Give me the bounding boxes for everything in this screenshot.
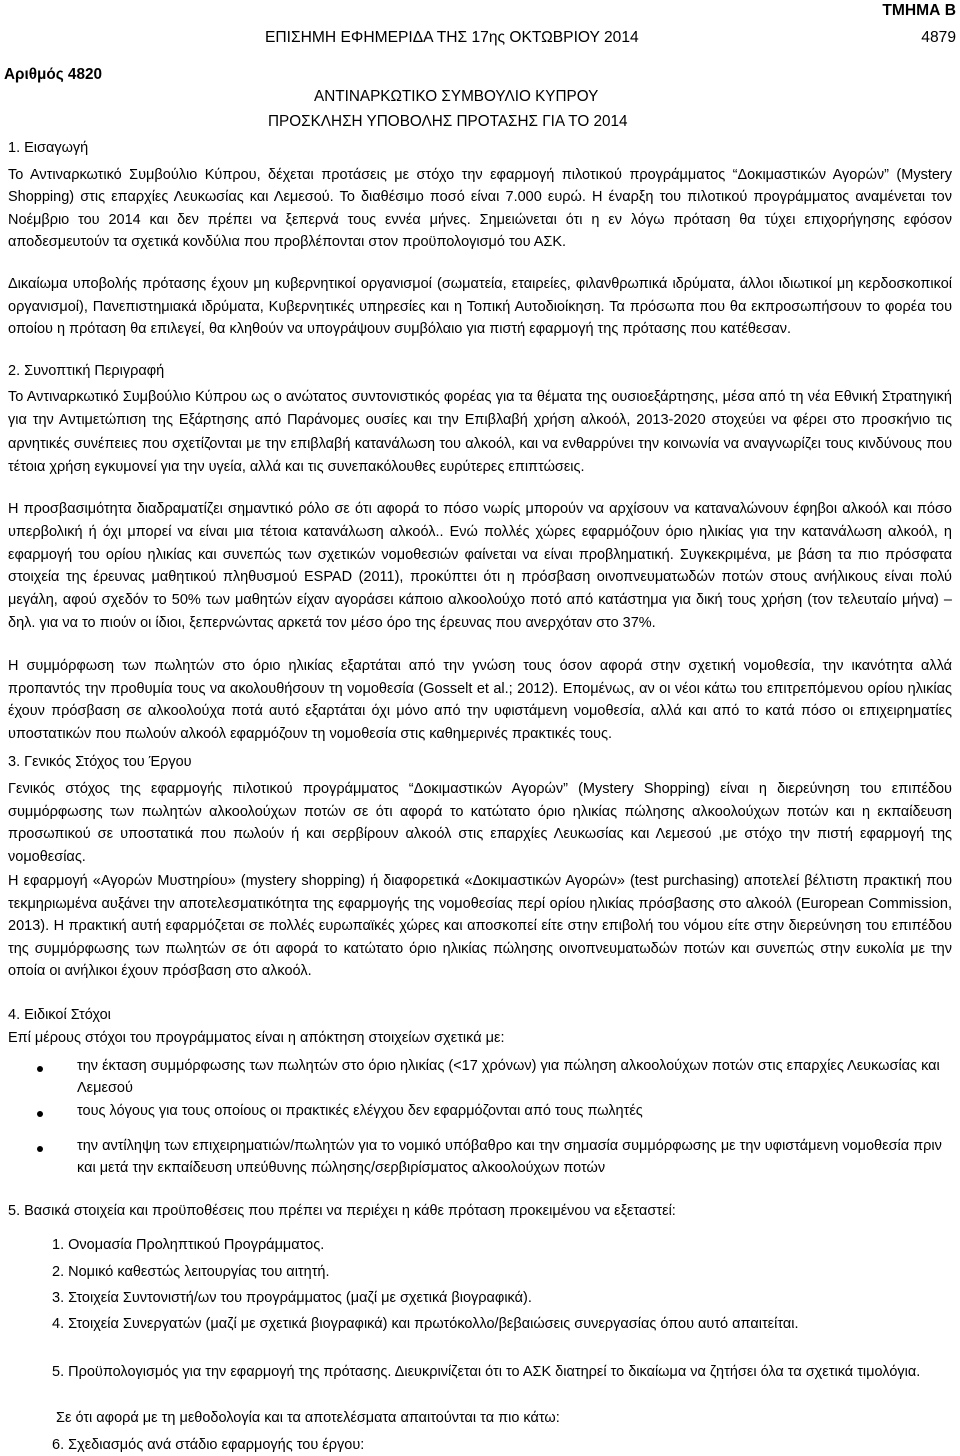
bullet-dot <box>37 1146 43 1152</box>
section-1-heading: 1. Εισαγωγή <box>8 140 89 156</box>
requirement-item: 6. Σχεδιασμός ανά στάδιο εφαρμογής του έργου: <box>52 1437 365 1453</box>
gazette-section: ΤΜΗΜΑ Β <box>882 2 956 19</box>
section-2-paragraph-2: Η προσβασιμότητα διαδραματίζει σημαντικό ρόλο σε ότι αφορά το πόσο νωρίς μπορούν να αρχίσουν να καταναλώνουν έφηβοι αλκοόλ και πόσο υπερβολική ή όχι μπορεί να είναι μια τέτοια κατανάλωση αλκοόλ.. Ενώ πολλές χώρες εφαρμόζουν όριο ηλικίας για την κατανάλωση αλκοόλ, η εφαρμογή του ορίου ηλικίας και συνεπώς των σχετικών νομοθεσιών φαίνεται να είναι προβληματική. Συγκεκριμένα, με βάση τα πιο πρόσφατα στοιχεία της έρευνας μαθητικού πληθυσμού ESPAD (2011), προκύπτει ότι η πρόσβαση οινοπνευματωδών ποτών στους ανήλικους είναι πολύ μεγάλη, αφού σχεδόν το 50% των μαθητών είχαν αγοράσει κάποιο αλκοολούχο ποτό από κατάστημα για δική τους χρήση (τον τελευταίο μήνα) – δηλ. για να το πιούν οι ίδιοι, ξεπερνώντας αρκετά τον μέσο όρο της έρευνας που ανερχόταν στο 37%. <box>8 501 952 631</box>
objective-item: την έκταση συμμόρφωσης των πωλητών στο όριο ηλικίας (<17 χρόνων) για πώληση αλκοολούχων ποτών στις επαρχίες Λευκωσίας και Λεμεσού <box>77 1058 940 1096</box>
requirement-item: 3. Στοιχεία Συντονιστή/ων του προγράμματος (μαζί με σχετικά βιογραφικά). <box>52 1290 532 1306</box>
section-4-intro: Επί μέρους στόχοι του προγράμματος είναι η απόκτηση στοιχείων σχετικά με: <box>8 1030 505 1046</box>
bullet-dot <box>37 1111 43 1117</box>
section-3-paragraph-2: Η εφαρμογή «Αγορών Μυστηρίου» (mystery shopping) ή διαφορετικά «Δοκιμαστικών Αγορών» (test purchasing) αποτελεί βέλτιστη πρακτική που τεκμηριωμένα αυξάνει την αποτελεσματικότητα της εφαρμογής της νομοθεσίας περί ορίου ηλικίας πρόσβασης στο αλκοόλ (European Commission, 2013). Η πρακτική αυτή εφαρμόζεται σε πολλές ευρωπαϊκές χώρες και αποσκοπεί είτε στην επιβολή του νόμου είτε στην διερεύνηση του επιπέδου της συμμόρφωσης των πωλητών σε ότι αφορά το κατώτατο όριο ηλικίας πώλησης οινοπνευματωδών ποτών και συνεπώς στην ευκολία με την οποία οι ανήλικοι έχουν πρόσβαση στο αλκοόλ. <box>8 873 952 980</box>
requirement-item: 4. Στοιχεία Συνεργατών (μαζί με σχετικά βιογραφικά) και πρωτόκολλο/βεβαιώσεις συνεργασίας όπου αυτό απαιτείται. <box>52 1316 799 1332</box>
section-3-paragraph-1: Γενικός στόχος της εφαρμογής πιλοτικού προγράμματος “Δοκιμαστικών Αγορών” (Mystery Shopping) είναι η διερεύνηση του επιπέδου συμμόρφωσης των πωλητών αλκοολούχων ποτών σε ότι αφορά το κατώτατο όριο ηλικίας πώλησης αλκοολούχων ποτών και η εκπαίδευση προσωπικού σε υποστατικά που πωλούν ή και σερβίρουν αλκοόλ στις επαρχίες Λευκωσίας και Λεμεσού ,με στόχο την πιστή εφαρμογή της νομοθεσίας. <box>8 781 952 865</box>
section-2-heading: 2. Συνοπτική Περιγραφή <box>8 363 165 379</box>
objective-item: την αντίληψη των επιχειρηματιών/πωλητών για το νομικό υπόβαθρο και την σημασία συμμόρφωσης με την υφιστάμενη νομοθεσία πριν και μετά την εκπαίδευση υπεύθυνης πώλησης/σερβιρίσματος αλκοολούχων ποτών <box>77 1138 942 1176</box>
requirement-item: 1. Ονομασία Προληπτικού Προγράμματος. <box>52 1237 325 1253</box>
section-1-paragraph-2: Δικαίωμα υποβολής πρότασης έχουν μη κυβερνητικοί οργανισμοί (σωματεία, εταιρείες, φιλανθρωπικά ιδρύματα, άλλοι ιδιωτικοί μη κερδοσκοπικοί οργανισμοί), Πανεπιστημιακά ιδρύματα, Κυβερνητικές υπηρεσίες και η Τοπική Αυτοδιοίκηση. Τα πρόσωπα που θα εκπροσωπήσουν το φορέα του οποίου η πρόταση θα επιλεγεί, θα κληθούν να υπογράψουν συμβόλαιο για πιστή εφαρμογή της πρότασης που κατέθεσαν. <box>8 276 952 337</box>
section-2-paragraph-3: Η συμμόρφωση των πωλητών στο όριο ηλικίας εξαρτάται από την γνώση τους όσον αφορά στην σχετική νομοθεσία, την ικανότητα αλλά προπαντός την προθυμία τους να ακολουθήσουν τη νομοθεσία (Gosselt et al.; 2012). Επομένως, αν οι νέοι κάτω του επιτρεπόμενου ορίου ηλικίας έχουν πρόσβαση σε αλκοολούχα ποτά αυτό εξαρτάται όχι μόνο από την υφιστάμενη νομοθεσία, αλλά και από το κατά πόσο οι επιχειρηματίες υποστατικών που πωλούν αλκοόλ εφαρμόζουν τη νομοθεσία στις καθημερινές πρακτικές τους. <box>8 658 952 742</box>
bullet-dot <box>37 1066 43 1072</box>
gazette-title: ΕΠΙΣΗΜΗ ΕΦΗΜΕΡΙΔΑ ΤΗΣ 17ης ΟΚΤΩΒΡΙΟΥ 2014 <box>265 29 639 46</box>
call-title: ΠΡΟΣΚΛΗΣΗ ΥΠΟΒΟΛΗΣ ΠΡΟΤΑΣΗΣ ΓΙΑ ΤΟ 2014 <box>268 113 628 130</box>
section-5-heading: 5. Βασικά στοιχεία και προϋποθέσεις που πρέπει να περιέχει η κάθε πρόταση προκειμένου να εξεταστεί: <box>8 1203 676 1219</box>
requirement-item: 5. Προϋπολογισμός για την εφαρμογή της πρότασης. Διευκρινίζεται ότι το ΑΣΚ διατηρεί το δικαίωμα να ζητήσει όλα τα σχετικά τιμολόγια. <box>52 1364 921 1380</box>
section-2-paragraph-1: Το Αντιναρκωτικό Συμβούλιο Κύπρου ως ο ανώτατος συντονιστικός φορέας για τα θέματα της ουσιοεξάρτησης, μέσα από τη νέα Εθνική Στρατηγική για την Αντιμετώπιση της Εξάρτησης από Παράνομες ουσίες και την Επιβλαβή χρήση αλκοόλ, 2013-2020 στοχεύει να φέρει στο προσκήνιο τις αρνητικές συνέπειες που σχετίζονται με την επιβλαβή κατανάλωση του αλκοόλ, και να ενθαρρύνει την κοινωνία να αναγνωρίζει τους κινδύνους που τέτοια χρήση εγκυμονεί για την υγεία, αλλά και τις συνεπακόλουθες ευρύτερες επιπτώσεις. <box>8 389 952 475</box>
organization-title: ΑΝΤΙΝΑΡΚΩΤΙΚΟ ΣΥΜΒΟΥΛΙΟ ΚΥΠΡΟΥ <box>314 88 599 105</box>
objective-item: τους λόγους για τους οποίους οι πρακτικές ελέγχου δεν εφαρμόζονται από τους πωλητές <box>77 1103 643 1119</box>
methodology-note: Σε ότι αφορά με τη μεθοδολογία και τα αποτελέσματα απαιτούνται τα πιο κάτω: <box>56 1410 560 1426</box>
requirement-item: 2. Νομικό καθεστώς λειτουργίας του αιτητή. <box>52 1264 330 1280</box>
section-1-paragraph-1: Το Αντιναρκωτικό Συμβούλιο Κύπρου, δέχεται προτάσεις με στόχο την εφαρμογή πιλοτικού προγράμματος “Δοκιμαστικών Αγορών” (Mystery Shopping) στις επαρχίες Λευκωσίας και Λεμεσού. Το διαθέσιμο ποσό είναι 7.000 ευρώ. Η έναρξη του πιλοτικού προγράμματος αναμένεται τον Νοέμβριο του 2014 και δεν πρέπει να ξεπερνά τους εννέα μήνες. Σημειώνεται ότι η εν λόγω πρόταση θα τύχει επιχορήγησης εφόσον αποδεσμευτούν τα σχετικά κονδύλια που προβλέπονται στον προϋπολογισμό του ΑΣΚ. <box>8 167 952 250</box>
section-3-heading: 3. Γενικός Στόχος του Έργου <box>8 754 192 770</box>
section-4-heading: 4. Ειδικοί Στόχοι <box>8 1007 111 1023</box>
page-number: 4879 <box>921 29 956 46</box>
notice-number: Αριθμός 4820 <box>4 66 102 83</box>
